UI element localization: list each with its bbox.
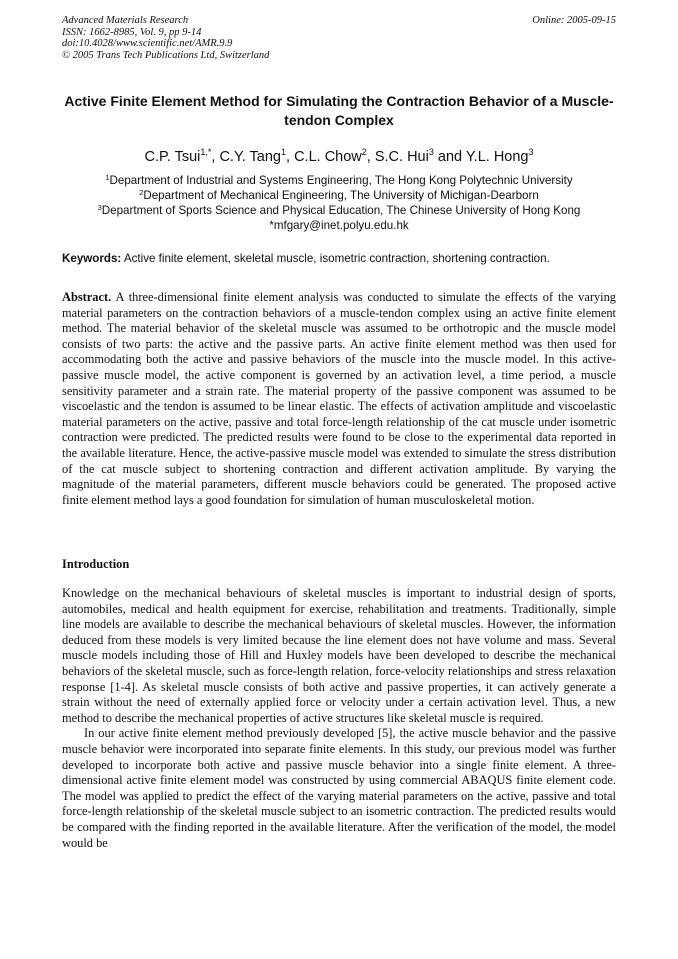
affiliation-list	[30, 173, 648, 233]
affiliation: $^1$Department of Industrial and Systems Engineering, The Hong Kong Polytechnic University	[105, 173, 573, 187]
paragraph: In our active finite element method previously developed [5], the active muscle behavior and the passive muscle behavior were incorporated into separate finite elements. In this study, our previous model was further developed to incorporate both active and passive muscle behavior into a single finite element. A three-dimensional active finite element model was constructed by using commercial ABAQUS finite element code. The model was applied to predict the effect of the varying material parameters on the active, passive and total force-length relationship of the skeletal muscle subject to an isometric contraction. The predicted results would be compared with the finding reported in the available literature. After the verification of the model, the model would be	[62, 726, 616, 850]
author: S.C. Hui$^3$ and	[374, 147, 466, 165]
paper-title: Active Finite Element Method for Simulating the Contraction Behavior of a Muscle-tendon Complex	[64, 93, 614, 128]
author: C.Y. Tang$^1$,	[219, 147, 295, 165]
section-heading-introduction: Introduction	[62, 557, 130, 571]
journal-name: Advanced Materials Research	[62, 15, 189, 26]
journal-issn: ISSN: 1662-8985, Vol. 9, pp 9-14	[62, 26, 202, 38]
affiliation: $^2$Department of Mechanical Engineering, The University of Michigan-Dearborn	[139, 188, 539, 202]
author: Y.L. Hong$^3$	[465, 147, 534, 165]
keywords-label: Keywords:	[62, 252, 122, 265]
journal-copyright: © 2005 Trans Tech Publications Ltd, Switzerland	[62, 49, 270, 61]
author: C.P. Tsui$^{1,*}$,	[144, 147, 220, 165]
paragraph: Knowledge on the mechanical behaviours of skeletal muscles is important to industrial design of sports, automobiles, medical and health equipment for exercise, rehabilitation and treatments. Traditionally, simple line models are available to describe the mechanical behaviours of skeletal muscles. However, the information deduced from these models is very limited because the line element does not have volume and mass. Several muscle models including those of Hill and Huxley models have been developed to describe the mechanical behaviors of the skeletal muscle, such as force-length relation, force-velocity relationships and stress relaxation response [1-4]. As skeletal muscle consists of both active and passive properties, it can actively generate a strain without the need of externally applied force or velocity under a certain activation level. Thus, a new method to describe the mechanical properties of active structures like skeletal muscle is required.	[62, 586, 616, 725]
affiliation: $^3$Department of Sports Science and Physical Education, The Chinese University of Hong Kong	[97, 203, 581, 217]
journal-header	[62, 15, 616, 61]
author-list	[40, 148, 638, 166]
introduction-body	[62, 586, 616, 851]
keywords-text: Active finite element, skeletal muscle, isometric contraction, shortening contraction.	[121, 252, 550, 265]
abstract	[62, 290, 616, 508]
corresponding-email: *mfgary@inet.polyu.edu.hk	[269, 219, 409, 232]
online-date: Online: 2005-09-15	[532, 15, 616, 26]
abstract-text: A three-dimensional finite element analysis was conducted to simulate the effects of the varying material parameters on the contraction behaviors of a muscle-tendon complex using an active finite element method. The material behavior of the skeletal muscle was assumed to be orthotropic and the muscle model consists of two parts: the active and the passive parts. An active finite element method was then used for accommodating both the active and passive behaviors of the muscle into the muscle model. In this active-passive muscle model, the active component is governed by an activation level, a time period, a muscle sensitivity parameter and a strain rate. The material property of the passive component was assumed to be viscoelastic and the tendon is assumed to be linear elastic. The effects of activation amplitude and viscoelastic material parameters on the active, passive and total force-length relationship of the cat muscle under isometric contraction were predicted. The predicted results were found to be close to the experimental data reported in the available literature. Hence, the active-passive muscle model was extended to simulate the stress distribution of the cat muscle subject to shortening contraction and different activation amplitude. By varying the magnitude of the material parameters, different muscle behaviors could be generated. The proposed active finite element method lays a good foundation for simulation of human musculoskeletal motion.	[62, 290, 616, 507]
abstract-label: Abstract.	[62, 290, 112, 304]
author: C.L. Chow$^2$,	[294, 147, 375, 165]
keywords	[62, 251, 622, 266]
journal-doi: doi:10.4028/www.scientific.net/AMR.9.9	[62, 38, 233, 49]
